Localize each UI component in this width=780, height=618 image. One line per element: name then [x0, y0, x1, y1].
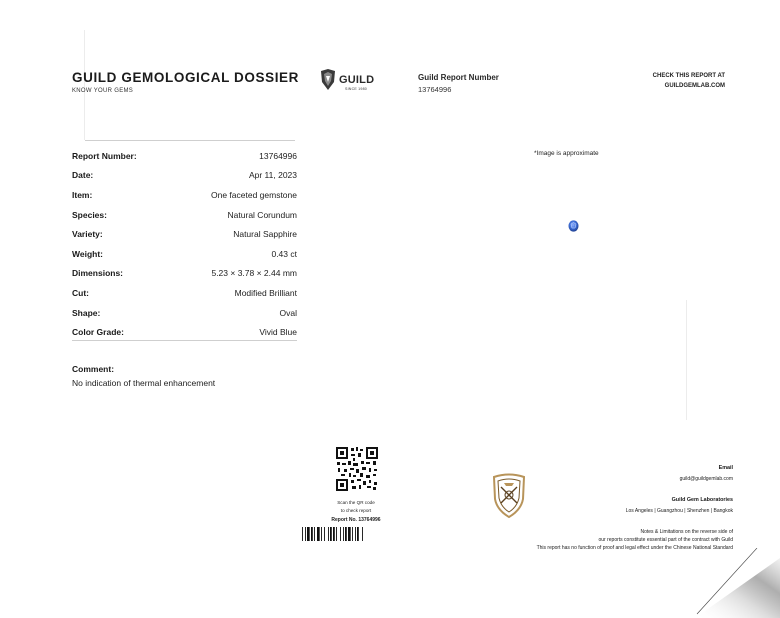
brand-tagline: KNOW YOUR GEMS: [72, 88, 134, 94]
qr-report-number: Report No. 13764996: [331, 517, 381, 523]
page-curl-shadow: [695, 548, 780, 618]
detail-row-item: [72, 185, 297, 205]
detail-row-weight: [72, 244, 297, 264]
comment-label: Comment:: [72, 364, 115, 374]
qr-code-icon[interactable]: [335, 446, 379, 492]
detail-value: Modified Brilliant: [234, 287, 297, 298]
detail-row-date: [72, 166, 297, 186]
detail-row-color-grade: [72, 322, 297, 342]
detail-label: Weight:: [72, 248, 104, 259]
lab-name: Guild Gem Laboratories: [671, 497, 733, 503]
detail-row-report-number: [72, 146, 297, 166]
details-bottom-divider: [72, 340, 297, 341]
detail-label: Dimensions:: [72, 268, 124, 279]
detail-label: Item:: [72, 189, 93, 200]
detail-row-species: [72, 205, 297, 225]
detail-label: Color Grade:: [72, 327, 124, 338]
logo-wordmark: GUILD: [339, 74, 375, 86]
detail-row-shape: [72, 303, 297, 323]
guild-seal-icon: [490, 473, 528, 519]
detail-value: 0.43 ct: [271, 248, 297, 259]
brand-title: GUILD GEMOLOGICAL DOSSIER: [72, 70, 300, 85]
qr-instruction-line-1: Scan the QR code: [337, 500, 375, 505]
notes-line-3: This report has no function of proof and legal effect under the Chinese National Standard: [536, 545, 733, 551]
detail-label: Report Number:: [72, 150, 137, 161]
notes-line-2: our reports constitute essential part of the contract with Guild: [598, 537, 733, 543]
detail-value: Natural Corundum: [227, 209, 297, 220]
barcode-icon: [302, 527, 380, 541]
detail-row-dimensions: [72, 264, 297, 284]
detail-value: Apr 11, 2023: [248, 170, 297, 181]
notes-line-1: Notes & Limitations on the reverse side of: [640, 529, 733, 535]
detail-value: Oval: [279, 307, 297, 318]
logo-since: SINCE 1980: [345, 87, 367, 91]
sapphire-gem-icon: [568, 220, 579, 232]
scan-artifact-line: [686, 300, 687, 420]
detail-label: Species:: [72, 209, 107, 220]
check-report-url[interactable]: GUILDGEMLAB.COM: [664, 83, 725, 89]
check-report-line-1: CHECK THIS REPORT AT: [652, 73, 725, 79]
detail-label: Variety:: [72, 229, 103, 240]
detail-value: 13764996: [259, 150, 297, 161]
detail-row-variety: [72, 224, 297, 244]
qr-instruction-line-2: to check report: [340, 508, 372, 513]
scan-artifact-line: [84, 30, 85, 140]
header-report-number-value: 13764996: [418, 85, 452, 94]
lab-cities: Los Angeles | Guangzhou | Shenzhen | Bangkok: [625, 508, 733, 514]
details-top-divider: [85, 140, 295, 141]
header-report-number-label: Guild Report Number: [418, 73, 499, 82]
detail-value: One faceted gemstone: [210, 189, 297, 200]
detail-value: Natural Sapphire: [233, 229, 297, 240]
detail-value: Vivid Blue: [259, 327, 297, 338]
detail-label: Shape:: [72, 307, 101, 318]
detail-label: Date:: [72, 170, 94, 181]
details-table: [72, 146, 297, 342]
detail-label: Cut:: [72, 287, 89, 298]
detail-row-cut: [72, 283, 297, 303]
detail-value: 5.23 × 3.78 × 2.44 mm: [211, 268, 297, 279]
image-approximate-note: *Image is approximate: [534, 150, 599, 157]
email-label: Email: [718, 465, 733, 471]
comment-text: No indication of thermal enhancement: [72, 378, 216, 388]
email-link[interactable]: guild@guildgemlab.com: [679, 476, 733, 482]
